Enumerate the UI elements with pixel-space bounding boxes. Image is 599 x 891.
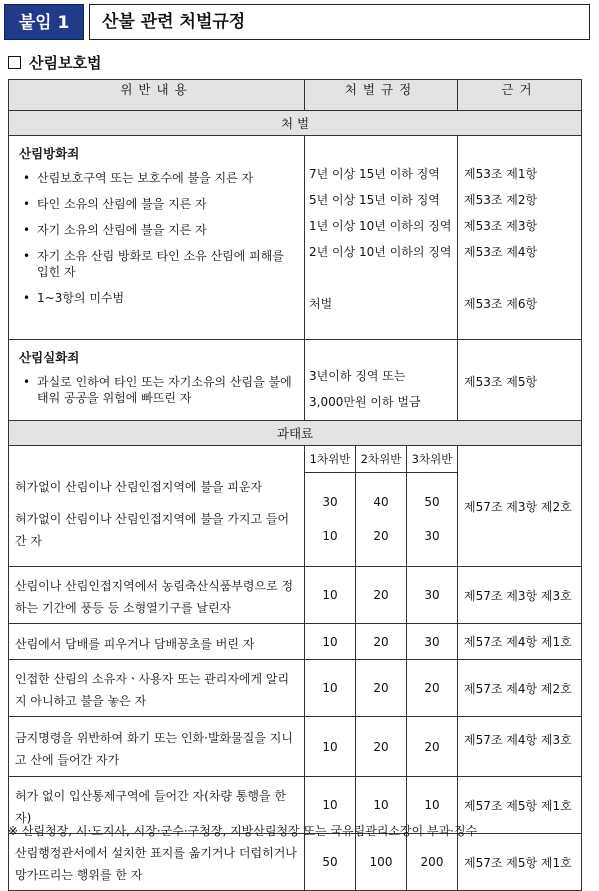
fine-5-lvl2: 20 (356, 717, 407, 777)
arson-penalty-cell (305, 136, 458, 340)
fine-6-text: 허가 없이 입산통제구역에 들어간 자(차량 통행을 한 자) (9, 777, 305, 834)
arson-ref-4: 제53조 제4항 (464, 245, 538, 259)
fine-2-lvl3: 30 (407, 567, 458, 624)
fine-5-ref: 제57조 제4항 제3호 (458, 717, 582, 777)
header-violation: 위반내용 (9, 80, 305, 111)
fine-5-lvl1: 10 (305, 717, 356, 777)
arson-penalty-3: 1년 이상 10년 이하의 징역 (309, 219, 452, 233)
fine-2-lvl2: 20 (356, 567, 407, 624)
band-fine: 과태료 (9, 421, 582, 446)
fine-4-ref: 제57조 제4항 제2호 (458, 660, 582, 717)
arson-penalty-5: 처벌 (309, 297, 333, 311)
checkbox-square-icon (8, 56, 21, 69)
negligence-penalty-1: 3년이하 징역 또는 (309, 369, 406, 383)
fine-7-lvl3: 200 (407, 834, 458, 891)
fine-1-ref: 제57조 제3항 제2호 (458, 446, 582, 567)
fine-6-lvl2: 10 (356, 777, 407, 834)
negligence-penalty-cell (305, 340, 458, 421)
fine-3-text: 산림에서 담배를 피우거나 담배꽁초를 버린 자 (9, 624, 305, 660)
fine-4-lvl1: 10 (305, 660, 356, 717)
arson-title: 산림방화죄 (19, 146, 80, 161)
arson-ref-2: 제53조 제2항 (464, 193, 538, 207)
band-punishment: 처 벌 (9, 111, 582, 136)
fine-6-lvl3: 10 (407, 777, 458, 834)
fine-7-ref: 제57조 제5항 제1호 (458, 834, 582, 891)
fine-4-lvl2: 20 (356, 660, 407, 717)
fine-5-text: 금지명령을 위반하여 화기 또는 인화·발화물질을 지니고 산에 들어간 자가 (9, 717, 305, 777)
arson-ref-cell (458, 136, 582, 340)
arson-item-3: • 자기 소유의 산림에 불을 지른 자 (19, 222, 298, 238)
arson-item-2: • 타인 소유의 산림에 불을 지른 자 (19, 196, 298, 212)
fine-4-text: 인접한 산림의 소유자ㆍ사용자 또는 관리자에게 알리지 아니하고 불을 놓은 자 (9, 660, 305, 717)
fine-7-lvl1: 50 (305, 834, 356, 891)
fine-level-2: 2차위반 (356, 446, 407, 473)
section-title (8, 52, 101, 73)
fine-3-lvl1: 10 (305, 624, 356, 660)
footnote: ※ 산림청장, 시·도지사, 시장·군수·구청장, 지방산림청장 또는 국유림관리소장이 부과·징수 (8, 824, 478, 838)
fine-7-text: 산림행정관서에서 설치한 표지를 옮기거나 더럽히거나 망가뜨리는 행위를 한 자 (9, 834, 305, 891)
arson-ref-3: 제53조 제3항 (464, 219, 538, 233)
fine-1-lvl2: 40 20 (356, 472, 407, 567)
negligence-penalty-2: 3,000만원 이하 벌금 (309, 395, 421, 409)
fine-3-ref: 제57조 제4항 제1호 (458, 624, 582, 660)
negligence-ref-cell (458, 340, 582, 421)
arson-cell (9, 136, 305, 340)
header (4, 4, 592, 40)
fine-2-lvl1: 10 (305, 567, 356, 624)
penalty-table (8, 79, 582, 891)
negligence-cell (9, 340, 305, 421)
arson-item-4: • 자기 소유 산림 방화로 타인 소유 산림에 피해를 입힌 자 (19, 248, 298, 280)
fine-level-1: 1차위반 (305, 446, 356, 473)
fine-1-line-1: 허가없이 산림이나 산림인접지역에 불을 피운자 (15, 480, 263, 494)
fine-level-3: 3차위반 (407, 446, 458, 473)
fine-1-line-2: 허가없이 산림이나 산림인접지역에 불을 가지고 들어간 자 (15, 512, 290, 548)
section-title-text: 산림보호법 (29, 54, 102, 72)
fine-6-lvl1: 10 (305, 777, 356, 834)
arson-item-5: • 1~3항의 미수범 (19, 290, 298, 306)
arson-penalty-2: 5년 이상 15년 이하 징역 (309, 193, 440, 207)
fine-5-lvl3: 20 (407, 717, 458, 777)
fine-2-ref: 제57조 제3항 제3호 (458, 567, 582, 624)
fine-2-text: 산림이나 산림인접지역에서 농림축산식품부령으로 정하는 기간에 풍등 등 소형열기구를 날린자 (9, 567, 305, 624)
attachment-tag: 붙임 1 (4, 4, 84, 40)
arson-ref-5: 제53조 제6항 (464, 297, 538, 311)
arson-item-1: • 산림보호구역 또는 보호수에 불을 지른 자 (19, 170, 298, 186)
fine-3-lvl2: 20 (356, 624, 407, 660)
fine-1-lvl1: 30 10 (305, 472, 356, 567)
header-basis: 근거 (458, 80, 582, 111)
fine-7-lvl2: 100 (356, 834, 407, 891)
negligence-ref: 제53조 제5항 (464, 375, 538, 389)
fine-row-1-text (9, 446, 305, 567)
arson-penalty-4: 2년 이상 10년 이하의 징역 (309, 245, 452, 259)
fine-4-lvl3: 20 (407, 660, 458, 717)
negligence-title: 산림실화죄 (19, 350, 80, 365)
negligence-item: • 과실로 인하여 타인 또는 자기소유의 산림을 불에 태워 공공을 위험에 빠뜨린 자 (19, 374, 298, 406)
fine-1-lvl3: 50 30 (407, 472, 458, 567)
fine-6-ref: 제57조 제5항 제1호 (458, 777, 582, 834)
arson-penalty-1: 7년 이상 15년 이하 징역 (309, 167, 440, 181)
page-title: 산불 관련 처벌규정 (89, 4, 590, 40)
fine-3-lvl3: 30 (407, 624, 458, 660)
header-penalty: 처벌규정 (305, 80, 458, 111)
arson-ref-1: 제53조 제1항 (464, 167, 538, 181)
